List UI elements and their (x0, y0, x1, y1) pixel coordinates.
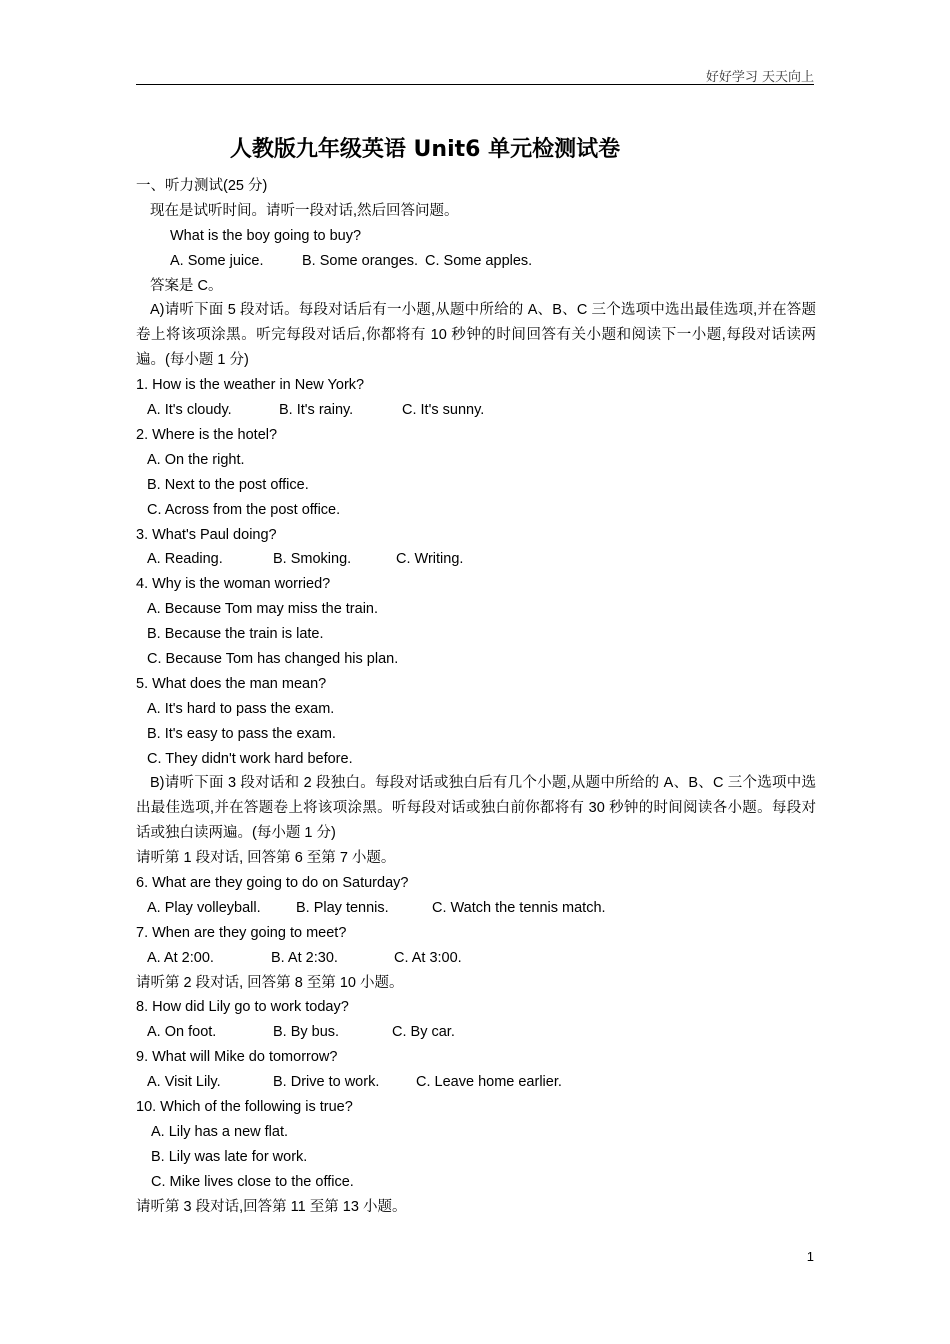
question-1: 1. How is the weather in New York? (136, 377, 365, 394)
question-3: 3. What's Paul doing? (136, 526, 277, 543)
part-a-instructions: A)请听下面 5 段对话。每段对话后有一小题,从题中所给的 A、B、C 三个选项中选出最佳选项,并在答题卷上将该项涂黑。听完每段对话后,你都将有 10 秒钟的时间回答有关小题和阅读下一小题,每段对话读两遍。(每小题 1 分) (136, 302, 816, 369)
option-a: A. It's cloudy. (147, 402, 232, 419)
option-a: A. Play volleyball. (147, 899, 261, 916)
option-c: C. By car. (392, 1024, 455, 1041)
example-options (136, 249, 816, 274)
listening-intro: 现在是试听时间。请听一段对话,然后回答问题。 (150, 202, 459, 219)
option-c: C. Leave home earlier. (416, 1074, 562, 1091)
option-b: B. Next to the post office. (147, 476, 309, 493)
option-a: A. On foot. (147, 1024, 217, 1041)
question-9-options (136, 1070, 816, 1095)
question-1-options (136, 398, 816, 423)
question-9: 9. What will Mike do tomorrow? (136, 1049, 338, 1066)
option-b: B. At 2:30. (271, 949, 338, 966)
question-5: 5. What does the man mean? (136, 675, 327, 692)
option-b: B. It's rainy. (279, 402, 354, 419)
option-c: C. They didn't work hard before. (147, 750, 353, 767)
header-text: 好好学习 天天向上 (705, 70, 814, 85)
page-number: 1 (806, 1249, 814, 1264)
option-b: B. Play tennis. (296, 899, 389, 916)
page-title: 人教版九年级英语 Unit6 单元检测试卷 (229, 137, 621, 162)
option-c: C. At 3:00. (394, 949, 462, 966)
part-b-instructions: B)请听下面 3 段对话和 2 段独白。每段对话或独白后有几个小题,从题中所给的 A、B、C 三个选项中选出最佳选项,并在答题卷上将该项涂黑。听每段对话或独白前你都将有 30 秒钟的时间阅读各小题。每段对话或独白读两遍。(每小题 1 分) (136, 775, 816, 842)
dialog-2-note: 请听第 2 段对话, 回答第 8 至第 10 小题。 (136, 974, 404, 991)
option-b: B. It's easy to pass the exam. (147, 725, 336, 742)
option-a: A. Visit Lily. (147, 1074, 221, 1091)
option-a: A. Lily has a new flat. (151, 1123, 289, 1140)
option-b: B. Because the train is late. (147, 626, 324, 643)
option-a: A. At 2:00. (147, 949, 214, 966)
option-a: A. Some juice. (170, 252, 264, 269)
section-heading: 一、听力测试(25 分) (136, 178, 268, 194)
option-c: C. It's sunny. (402, 402, 485, 419)
option-c: C. Across from the post office. (147, 501, 341, 518)
option-b: B. By bus. (273, 1024, 340, 1041)
option-a: A. On the right. (147, 451, 245, 468)
question-7-options (136, 946, 816, 971)
option-c: C. Watch the tennis match. (432, 899, 606, 916)
example-answer: 答案是 C。 (150, 277, 223, 294)
option-a: A. Because Tom may miss the train. (147, 601, 379, 618)
option-c: C. Writing. (396, 551, 464, 568)
question-2: 2. Where is the hotel? (136, 426, 278, 443)
example-question: What is the boy going to buy? (170, 227, 362, 244)
option-a: A. It's hard to pass the exam. (147, 700, 335, 717)
question-7: 7. When are they going to meet? (136, 924, 347, 941)
question-3-options (136, 547, 816, 572)
question-10: 10. Which of the following is true? (136, 1099, 353, 1116)
question-8: 8. How did Lily go to work today? (136, 999, 349, 1016)
option-b: B. Drive to work. (273, 1074, 380, 1091)
question-8-options (136, 1020, 816, 1045)
question-6-options (136, 896, 816, 921)
option-a: A. Reading. (147, 551, 223, 568)
question-6: 6. What are they going to do on Saturday? (136, 875, 409, 892)
question-4: 4. Why is the woman worried? (136, 576, 331, 593)
option-b: B. Lily was late for work. (151, 1148, 308, 1165)
option-c: C. Mike lives close to the office. (151, 1173, 354, 1190)
option-c: C. Some apples. (425, 252, 533, 269)
dialog-1-note: 请听第 1 段对话, 回答第 6 至第 7 小题。 (136, 850, 396, 867)
document-body (136, 174, 816, 1220)
option-c: C. Because Tom has changed his plan. (147, 650, 399, 667)
option-b: B. Smoking. (273, 551, 352, 568)
dialog-3-note: 请听第 3 段对话,回答第 11 至第 13 小题。 (136, 1198, 407, 1215)
option-b: B. Some oranges. (302, 252, 419, 269)
page-header (136, 64, 814, 85)
